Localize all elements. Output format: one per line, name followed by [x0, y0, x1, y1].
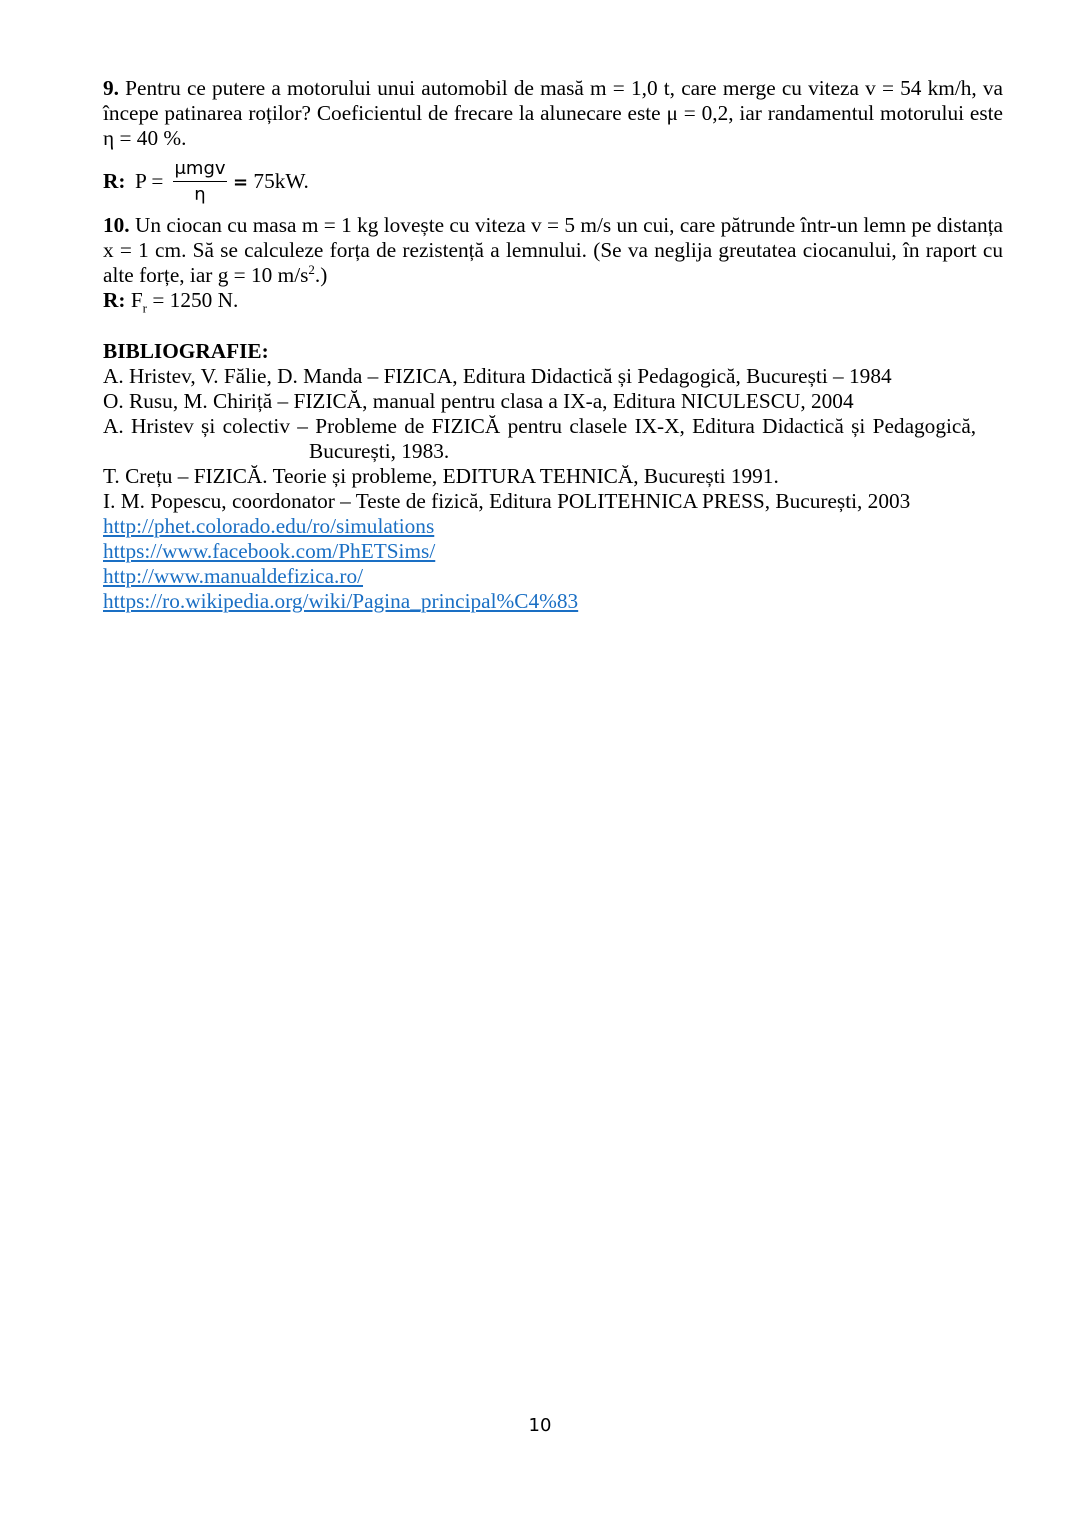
page-number: 10	[528, 1415, 552, 1436]
link-phet-facebook[interactable]: https://www.facebook.com/PhETSims/	[103, 539, 436, 563]
problem-9-text: Pentru ce putere a motorului unui automobil de masă m = 1,0 t, care merge cu viteza v = 54 km/h, va începe patinarea roților? Coeficientul de frecare la alunecare este μ = 0,2, iar randamentul motorului este η = 40 %.	[103, 76, 1003, 150]
problem-10	[103, 213, 1003, 288]
bibliography-heading	[103, 339, 1003, 364]
problem-9-answer-result	[233, 169, 309, 195]
bibliography-entry: A. Hristev și colectiv – Probleme de FIZICĂ pentru clasele IX-X, Editura Didactică și Pedagogică,	[103, 414, 977, 438]
link-wikipedia[interactable]: https://ro.wikipedia.org/wiki/Pagina_principal%C4%83	[103, 589, 579, 613]
bibliography-entry: T. Crețu – FIZICĂ. Teorie și probleme, EDITURA TEHNICĂ, București 1991.	[103, 464, 779, 488]
problem-10-superscript: 2	[308, 261, 315, 277]
answer-value: = 1250 N.	[147, 288, 239, 312]
problem-9	[103, 76, 1003, 151]
page-content	[103, 76, 1003, 614]
problem-10-answer	[103, 288, 1003, 316]
problem-9-fraction	[173, 159, 227, 206]
fraction-numerator: μmgv	[174, 158, 226, 179]
fraction-denominator: η	[194, 184, 206, 205]
bibliography-entry: A. Hristev, V. Fălie, D. Manda – FIZICA, Editura Didactică și Pedagogică, București – 1984	[103, 364, 892, 388]
answer-subscript: r	[142, 300, 148, 316]
problem-9-number: 9.	[103, 76, 119, 100]
link-manualdefizica[interactable]: http://www.manualdefizica.ro/	[103, 564, 364, 588]
answer-symbol: F	[130, 288, 143, 312]
problem-10-number: 10.	[103, 213, 130, 237]
bibliography-entry-continuation: București, 1983.	[309, 439, 450, 463]
problem-10-text-end: .)	[314, 263, 328, 287]
problem-9-answer-lhs: P =	[135, 169, 164, 193]
bibliography-entry: O. Rusu, M. Chiriță – FIZICĂ, manual pentru clasa a IX-a, Editura NICULESCU, 2004	[103, 389, 854, 413]
result-equals: =	[233, 172, 249, 193]
problem-10-text: Un ciocan cu masa m = 1 kg lovește cu viteza v = 5 m/s un cui, care pătrunde într-un lemn pe distanța x = 1 cm. Să se calculeze forța de rezistență a lemnului. (Se va neglija greutatea ciocanului, în raport cu alte forțe, iar g = 10 m/s	[103, 213, 1004, 287]
problem-9-answer-label: R:	[103, 169, 126, 193]
problem-10-answer-label: R:	[103, 288, 126, 312]
result-value: 75kW.	[253, 169, 309, 193]
problem-9-answer	[103, 159, 1003, 209]
bibliography-entry: I. M. Popescu, coordonator – Teste de fizică, Editura POLITEHNICA PRESS, București, 2003	[103, 489, 911, 513]
bibliography-heading-text: BIBLIOGRAFIE:	[103, 339, 269, 363]
link-phet-simulations[interactable]: http://phet.colorado.edu/ro/simulations	[103, 514, 435, 538]
fraction-bar	[173, 181, 227, 182]
